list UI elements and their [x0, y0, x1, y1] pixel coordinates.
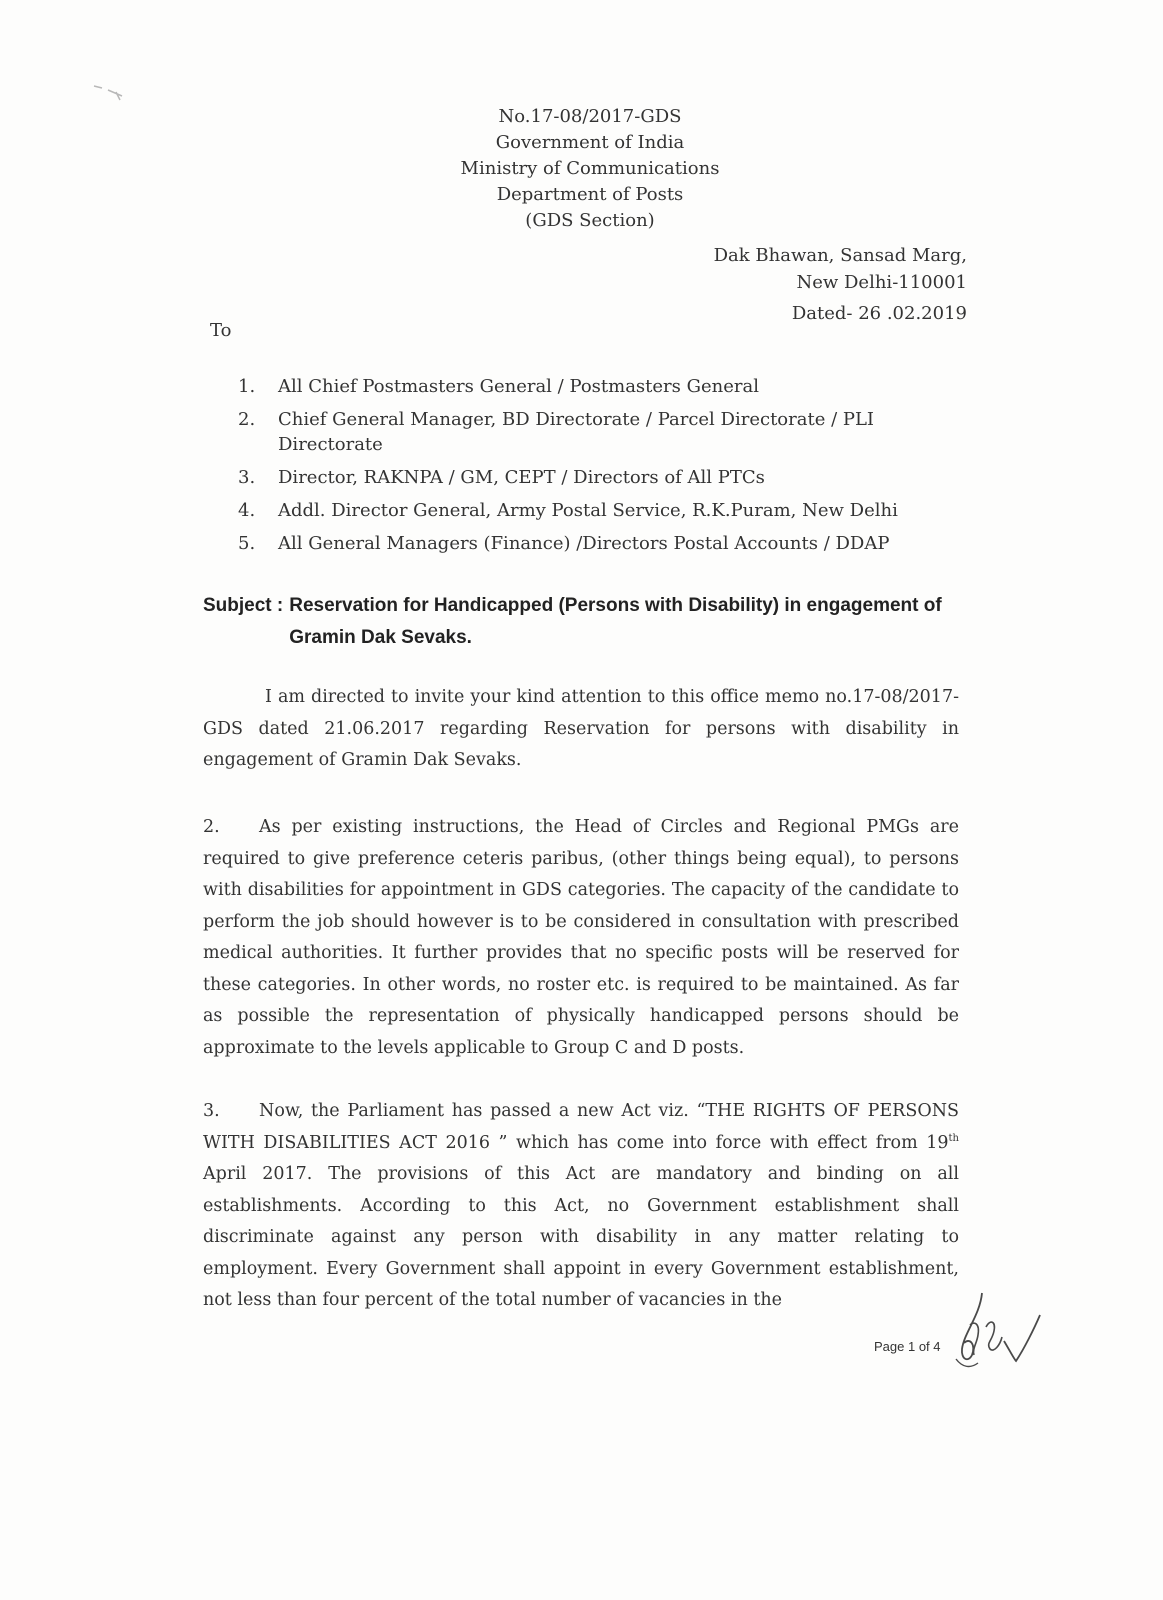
list-item-text: All Chief Postmasters General / Postmasters General — [278, 376, 759, 397]
handwritten-signature — [950, 1285, 1050, 1375]
paragraph-3 — [203, 1096, 959, 1317]
address-line-2: New Delhi-110001 — [796, 272, 967, 293]
list-item — [238, 374, 938, 399]
list-item-number: 2. — [238, 409, 256, 430]
ministry-name: Ministry of Communications — [460, 158, 720, 179]
list-item-number: 1. — [238, 376, 256, 397]
subject-line — [203, 590, 983, 654]
paragraph-text: Now, the Parliament has passed a new Act viz. “THE RIGHTS OF PERSONS WITH DISABILITIES ACT 2016 ” which has come into force with effect from 19 — [203, 1101, 959, 1153]
reference-number: No.17-08/2017-GDS — [498, 106, 682, 127]
list-item-text: All General Managers (Finance) /Directors Postal Accounts / DDAP — [278, 533, 890, 554]
scan-mark — [92, 82, 132, 102]
page-number: Page 1 of 4 — [874, 1339, 941, 1354]
list-item — [238, 407, 938, 457]
list-item-number: 4. — [238, 500, 256, 521]
paragraph-text-continued: April 2017. The provisions of this Act are mandatory and binding on all establishments. According to this Act, no Government establishment shall discriminate against any person with disability in any matter relating to employment. Every Government shall appoint in every Government establishment, not less than four percent of the total number of vacancies in the — [203, 1164, 959, 1310]
paragraph-text: As per existing instructions, the Head of Circles and Regional PMGs are required to give preference ceteris paribus, (other things being equal), to persons with disabilities for appointment in GDS categories. The capacity of the candidate to perform the job should however is to be considered in consultation with prescribed medical authorities. It further provides that no specific posts will be reserved for these categories. In other words, no roster etc. is required to be maintained. As far as possible the representation of physically handicapped persons should be approximate to the levels applicable to Group C and D posts. — [203, 817, 959, 1058]
sender-address — [714, 242, 967, 327]
to-label: To — [210, 320, 232, 341]
list-item-number: 3. — [238, 467, 256, 488]
recipient-list — [238, 374, 938, 564]
paragraph-number: 2. — [203, 817, 220, 837]
list-item — [238, 531, 938, 556]
address-line-1: Dak Bhawan, Sansad Marg, — [713, 245, 967, 266]
government-name: Government of India — [495, 132, 685, 153]
letter-header — [430, 104, 750, 234]
list-item-text: Chief General Manager, BD Directorate / Parcel Directorate / PLI Directorate — [278, 409, 875, 455]
list-item — [238, 465, 938, 490]
letter-date: Dated- 26 .02.2019 — [791, 303, 967, 324]
section-name: (GDS Section) — [525, 210, 655, 231]
list-item-text: Addl. Director General, Army Postal Service, R.K.Puram, New Delhi — [278, 500, 898, 521]
subject-label: Subject : — [203, 595, 284, 616]
department-name: Department of Posts — [496, 184, 684, 205]
paragraph-2 — [203, 812, 959, 1064]
paragraph-1: I am directed to invite your kind attention to this office memo no.17-08/2017-GDS dated 21.06.2017 regarding Reservation for persons with disability in engagement of Gramin Dak Sevaks. — [203, 687, 959, 770]
superscript-th: th — [948, 1132, 959, 1144]
list-item — [238, 498, 938, 523]
paragraph-number: 3. — [203, 1101, 220, 1121]
list-item-number: 5. — [238, 533, 256, 554]
list-item-text: Director, RAKNPA / GM, CEPT / Directors of All PTCs — [278, 467, 765, 488]
subject-text: Reservation for Handicapped (Persons with Disability) in engagement of Gramin Dak Sevaks. — [289, 595, 942, 648]
